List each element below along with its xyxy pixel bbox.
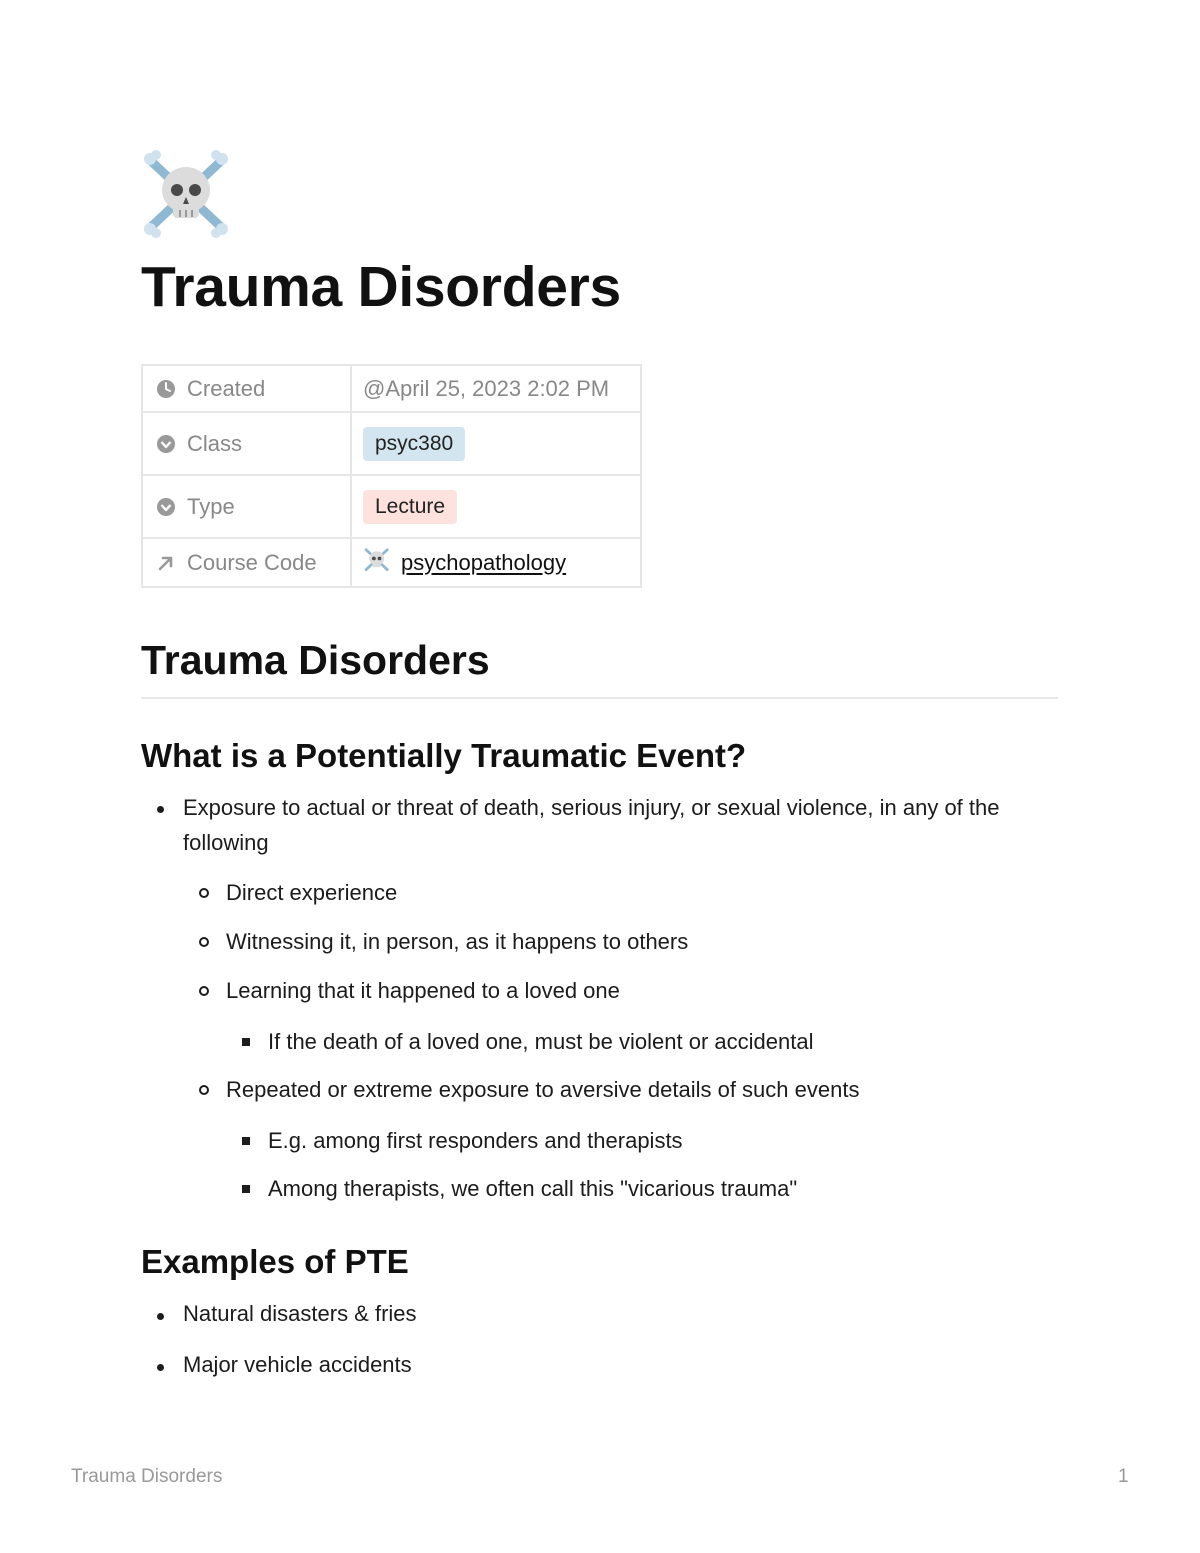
heading-divider xyxy=(141,697,1058,699)
type-tag[interactable]: Lecture xyxy=(363,490,457,524)
list-item: E.g. among first responders and therapists xyxy=(268,1128,683,1153)
property-key[interactable] xyxy=(142,475,351,538)
property-row-course-code xyxy=(142,538,641,587)
clock-icon xyxy=(155,378,177,400)
property-value[interactable] xyxy=(351,538,641,587)
list-item: Learning that it happened to a loved one xyxy=(226,978,620,1003)
relation-arrow-icon xyxy=(155,552,177,574)
property-value[interactable] xyxy=(351,412,641,475)
property-row-created xyxy=(142,365,641,412)
bullet-circle xyxy=(199,937,209,947)
property-key[interactable] xyxy=(142,365,351,412)
bullet-disc xyxy=(157,806,164,813)
list-item: Natural disasters & fries xyxy=(183,1301,417,1326)
course-code-link[interactable]: psychopathology xyxy=(401,549,567,575)
subheading-examples: Examples of PTE xyxy=(141,1243,409,1280)
list-item: Direct experience xyxy=(226,880,398,905)
property-key[interactable] xyxy=(142,538,351,587)
select-icon xyxy=(155,433,177,455)
footer-title: Trauma Disorders xyxy=(71,1466,223,1487)
skull-and-crossbones-icon xyxy=(363,546,391,580)
select-icon xyxy=(155,496,177,518)
bullet-disc xyxy=(157,1364,164,1371)
list-item: If the death of a loved one, must be violent or accidental xyxy=(268,1029,814,1054)
subheading-pte: What is a Potentially Traumatic Event? xyxy=(141,737,747,774)
property-label: Created xyxy=(187,375,266,401)
created-date: @April 25, 2023 2:02 PM xyxy=(363,375,610,401)
property-value[interactable] xyxy=(351,475,641,538)
properties-table xyxy=(141,364,642,588)
footer-page-number: 1 xyxy=(1118,1466,1129,1487)
bullet-circle xyxy=(199,888,209,898)
property-row-class xyxy=(142,412,641,475)
list-item: Among therapists, we often call this "vicarious trauma" xyxy=(268,1176,798,1201)
class-tag[interactable]: psyc380 xyxy=(363,427,465,461)
bullet-square xyxy=(242,1038,250,1046)
property-label: Course Code xyxy=(187,549,317,575)
skull-and-crossbones-icon xyxy=(142,150,232,240)
property-label: Class xyxy=(187,430,243,456)
list-item: Major vehicle accidents xyxy=(183,1352,412,1377)
list-item: Repeated or extreme exposure to aversive details of such events xyxy=(226,1077,860,1102)
bullet-disc xyxy=(157,1313,164,1320)
property-value[interactable] xyxy=(351,365,641,412)
list-item-continuation: following xyxy=(183,830,269,855)
property-label: Type xyxy=(187,493,235,519)
section-heading-1: Trauma Disorders xyxy=(141,637,490,683)
bullet-square xyxy=(242,1137,250,1145)
list-item: Exposure to actual or threat of death, serious injury, or sexual violence, in any of the xyxy=(183,795,1000,820)
bullet-circle xyxy=(199,1085,209,1095)
bullet-circle xyxy=(199,986,209,996)
bullet-square xyxy=(242,1185,250,1193)
property-key[interactable] xyxy=(142,412,351,475)
page-title: Trauma Disorders xyxy=(141,255,621,319)
property-row-type xyxy=(142,475,641,538)
list-item: Witnessing it, in person, as it happens to others xyxy=(226,929,689,954)
